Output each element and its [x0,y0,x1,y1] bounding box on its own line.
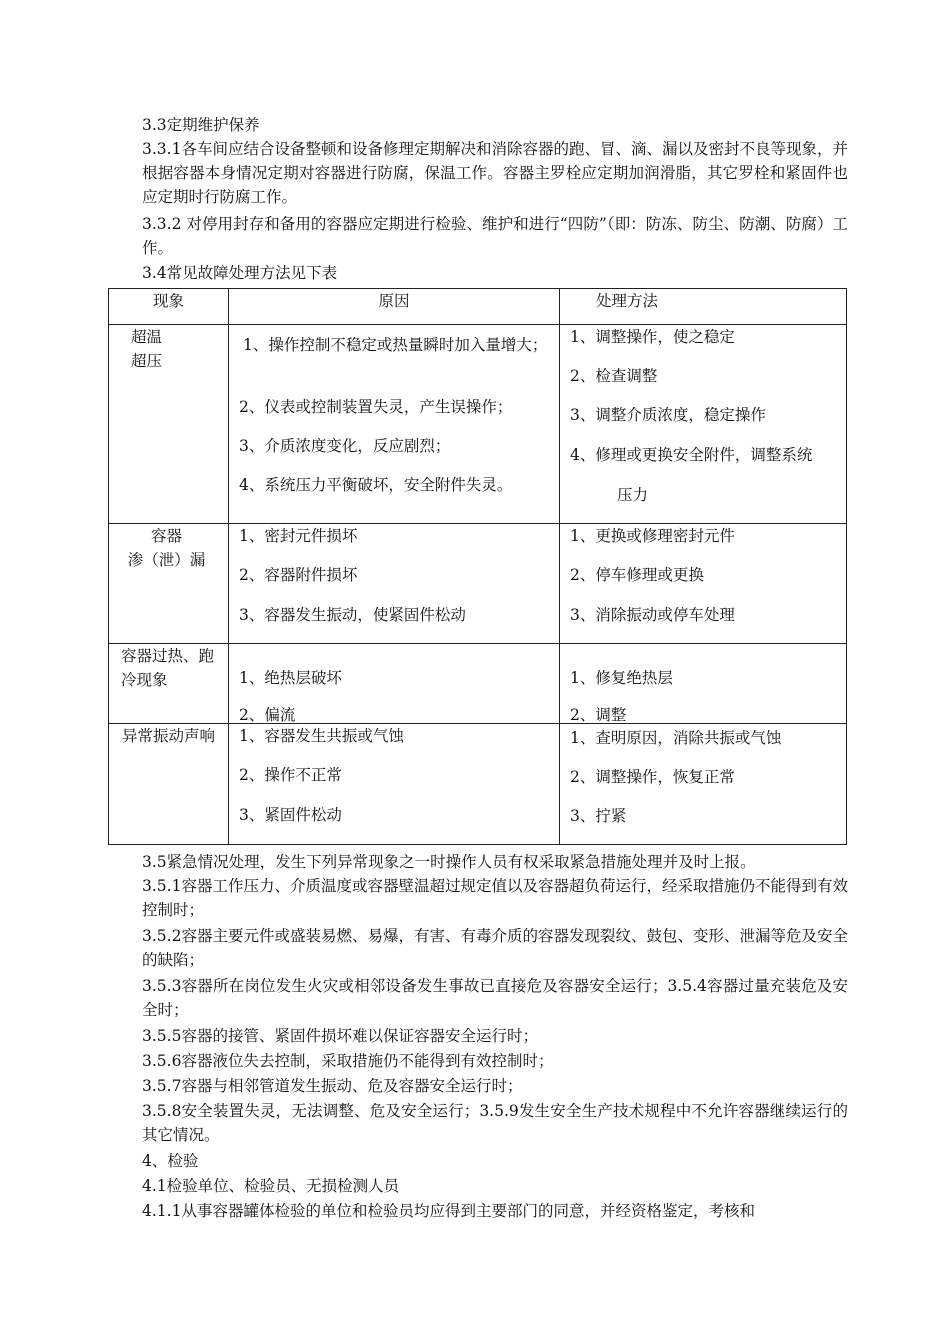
phenomenon-cell [109,644,229,724]
list-item: 3、拧紧 [570,807,627,825]
fault-handling-table [108,288,847,845]
phenomenon-line: 容器 [150,527,182,545]
paragraph-3-5: 3.5紧急情况处理，发生下列异常现象之一时操作人员有权采取紧急措施处理并及时上报。 [142,853,756,871]
list-item: 2、调整 [570,706,627,724]
list-item: 3、消除振动或停车处理 [570,606,735,624]
paragraph-3-5-3: 3.5.3容器所在岗位发生火灾或相邻设备发生事故已直接危及容器安全运行；3.5.4容器过量充装危及安全时； [142,977,848,1019]
method-cell [560,325,847,524]
list-item: 2、检查调整 [570,367,658,385]
list-item: 2、偏流 [239,706,296,724]
list-item: 3、容器发生振动，使紧固件松动 [239,606,466,624]
cause-cell [229,644,560,724]
phenomenon-cell [109,325,229,524]
list-item: 1、容器发生共振或气蚀 [239,727,404,745]
paragraph-3-5-2: 3.5.2容器主要元件或盛装易燃、易爆，有害、有毒介质的容器发现裂纹、鼓包、变形、泄漏等危及安全的缺陷； [142,927,848,969]
list-item: 1、操作控制不稳定或热量瞬时加入量增大； [243,336,548,354]
section-3-4-title: 3.4常见故障处理方法见下表 [142,264,338,282]
phenomenon-line: 容器过热、跑 [121,647,215,665]
phenomenon-line: 冷现象 [121,671,168,689]
list-item: 3、调整介质浓度，稳定操作 [570,406,766,424]
phenomenon-line: 异常振动声响 [121,727,215,745]
table-row [109,524,847,644]
paragraph-3-5-1: 3.5.1容器工作压力、介质温度或容器壁温超过规定值以及容器超负荷运行，经采取措施仍不能得到有效控制时； [142,877,848,919]
method-cell [560,644,847,724]
list-item: 1、更换或修理密封元件 [570,527,735,545]
cause-cell [229,724,560,845]
list-item: 3、介质浓度变化，反应剧烈； [239,437,451,455]
list-item: 2、操作不正常 [239,766,342,784]
section-4-title: 4、检验 [142,1152,199,1170]
phenomenon-line: 渗（泄）漏 [127,551,206,569]
phenomenon-cell [109,724,229,845]
table-row [109,325,847,524]
paragraph-3-5-8: 3.5.8安全装置失灵，无法调整、危及安全运行；3.5.9发生安全生产技术规程中不允许容器继续运行的其它情况。 [142,1102,848,1144]
section-3-3-title: 3.3定期维护保养 [142,116,260,134]
paragraph-4-1-1: 4.1.1从事容器罐体检验的单位和检验员均应得到主要部门的同意，并经资格鉴定，考核和 [142,1202,755,1220]
list-item: 2、调整操作，恢复正常 [570,768,735,786]
list-item: 4、系统压力平衡破坏，安全附件失灵。 [239,476,513,494]
table-header-row [109,289,847,325]
cause-cell [229,524,560,644]
list-item: 2、停车修理或更换 [570,566,704,584]
list-item: 1、查明原因，消除共振或气蚀 [570,729,782,747]
list-item: 4、修理或更换安全附件，调整系统 [570,446,813,464]
phenomenon-cell [109,524,229,644]
cause-cell [229,325,560,524]
header-phenomenon: 现象 [109,289,229,325]
table-row [109,724,847,845]
list-item: 1、修复绝热层 [570,669,673,687]
header-method: 处理方法 [560,289,847,325]
list-item: 3、紧固件松动 [239,806,342,824]
list-item: 1、密封元件损坏 [239,527,358,545]
paragraph-3-3-1: 3.3.1各车间应结合设备整顿和设备修理定期解决和消除容器的跑、冒、滴、漏以及密封不良等现象，并根据容器本身情况定期对容器进行防腐，保温工作。容器主罗栓应定期加润滑脂，其它罗栓和紧固件也应定期时行防腐工作。 [142,140,848,206]
method-cell [560,524,847,644]
list-item: 1、绝热层破坏 [239,669,342,687]
paragraph-3-5-7: 3.5.7容器与相邻管道发生振动、危及容器安全运行时； [142,1077,523,1095]
header-cause: 原因 [229,289,560,325]
phenomenon-line: 超压 [131,352,163,370]
list-item: 2、容器附件损坏 [239,566,358,584]
paragraph-3-5-6: 3.5.6容器液位失去控制，采取措施仍不能得到有效控制时； [142,1052,554,1070]
paragraph-3-3-2: 3.3.2 对停用封存和备用的容器应定期进行检验、维护和进行“四防”（即：防冻、防尘、防潮、防腐）工作。 [142,215,848,257]
list-item: 压力 [617,486,649,504]
list-item: 2、仪表或控制装置失灵，产生误操作； [239,398,513,416]
phenomenon-line: 超温 [131,328,163,346]
paragraph-3-5-5: 3.5.5容器的接管、紧固件损坏难以保证容器安全运行时； [142,1027,538,1045]
section-4-1-title: 4.1检验单位、检验员、无损检测人员 [142,1177,400,1195]
method-cell [560,724,847,845]
table-row [109,644,847,724]
list-item: 1、调整操作，使之稳定 [570,328,735,346]
